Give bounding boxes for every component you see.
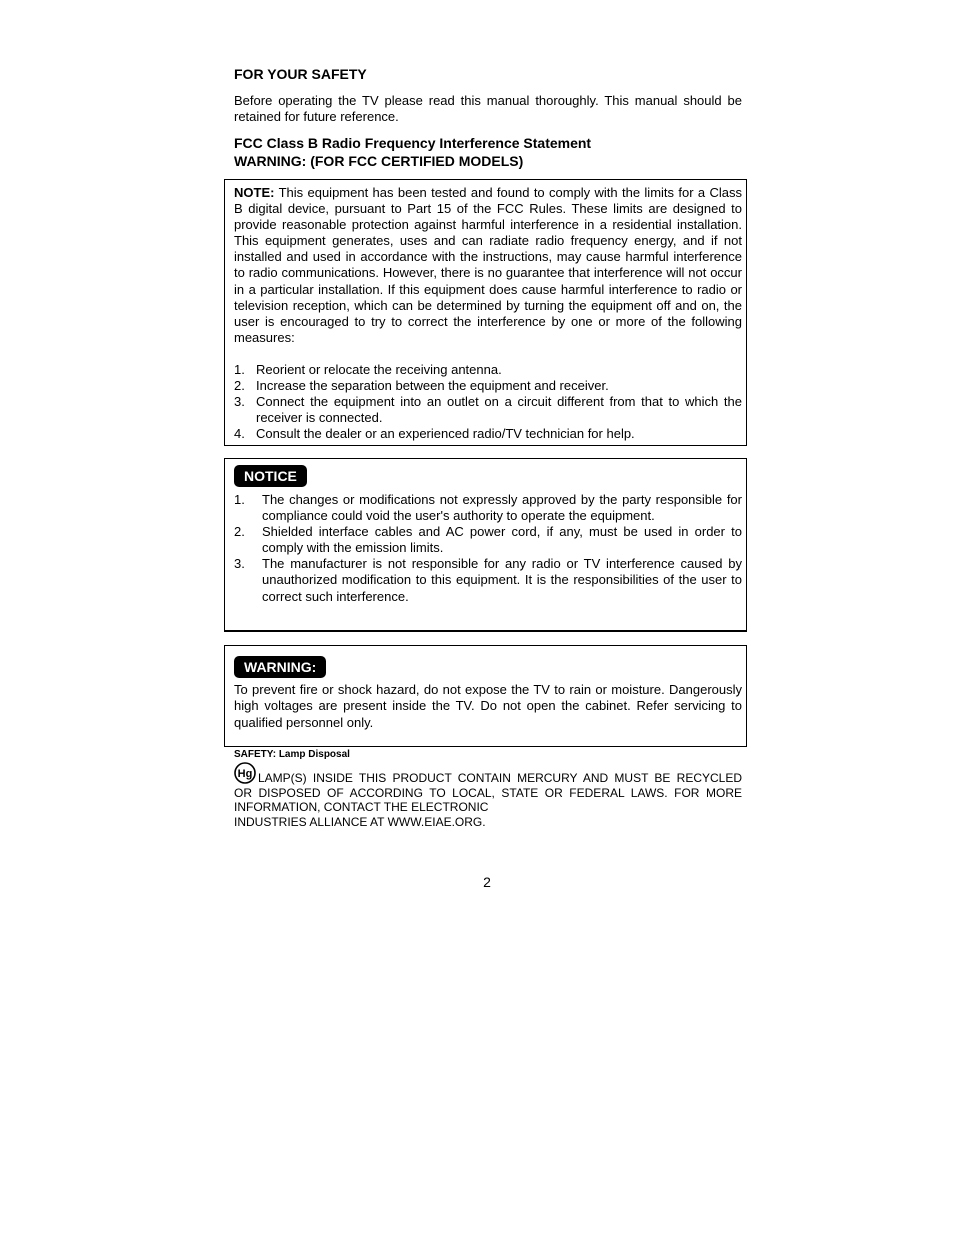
list-item-text: Reorient or relocate the receiving antenna. [256, 362, 502, 377]
list-item [234, 426, 742, 442]
lamp-text-line: OR DISPOSED OF ACCORDING TO LOCAL, STATE OR FEDERAL LAWS. FOR MORE [234, 785, 742, 800]
list-item-number: 2. [234, 378, 245, 394]
list-item-text: The changes or modifications not expressly approved by the party responsible for compliance could void the user's authority to operate the equipment. [262, 492, 742, 524]
list-item [234, 524, 742, 556]
lamp-text-line: INFORMATION, CONTACT THE ELECTRONIC [234, 800, 489, 814]
warning-box [224, 645, 747, 747]
hg-icon-label: Hg [237, 768, 253, 780]
intro-paragraph: Before operating the TV please read this manual thoroughly. This manual should be retained for future reference. [234, 93, 742, 124]
notice-badge: NOTICE [234, 465, 307, 487]
fcc-title-line2: WARNING: (FOR FCC CERTIFIED MODELS) [234, 153, 524, 169]
notice-list [234, 492, 742, 605]
list-item [234, 378, 742, 394]
list-item [234, 362, 742, 378]
fcc-title-line1: FCC Class B Radio Frequency Interference Statement [234, 135, 592, 151]
note-label: NOTE: [234, 185, 275, 200]
page-number: 2 [483, 874, 491, 890]
warning-badge: WARNING: [234, 656, 326, 678]
note-paragraph [234, 185, 742, 346]
list-item [234, 394, 742, 426]
list-item-number: 1. [234, 492, 245, 507]
list-item [234, 492, 742, 524]
lamp-text-line: LAMP(S) INSIDE THIS PRODUCT CONTAIN MERCURY AND MUST BE RECYCLED [258, 771, 742, 785]
lamp-text-line: INDUSTRIES ALLIANCE AT WWW.EIAE.ORG. [234, 814, 486, 829]
list-item [234, 556, 742, 604]
list-item-number: 3. [234, 394, 245, 410]
list-item-number: 4. [234, 426, 245, 442]
list-item-text: The manufacturer is not responsible for any radio or TV interference caused by unauthorized modification to this equipment. It is the responsibilities of the user to correct such interference. [262, 556, 742, 604]
page-heading: FOR YOUR SAFETY [234, 66, 367, 82]
warning-text: To prevent fire or shock hazard, do not expose the TV to rain or moisture. Dangerously high voltages are present inside the TV. Do not open the cabinet. Refer servicing to qualified personnel only. [234, 682, 742, 730]
list-item-number: 2. [234, 524, 245, 540]
note-text: This equipment has been tested and found to comply with the limits for a Class B digital device, pursuant to Part 15 of the FCC Rules. These limits are designed to provide reasonable protection against harmful interference in a residential installation. This equipment generates, uses and can radiate radio frequency energy, and if not installed and used in accordance with the instructions, may cause harmful interference to radio communications. However, there is no guarantee that interference will not occur in a particular installation. If this equipment does cause harmful interference to radio or television reception, which can be determined by turning the equipment off and on, the user is encouraged to try to correct the interference by one or more of the following measures: [234, 185, 742, 345]
list-item-text: Shielded interface cables and AC power cord, if any, must be used in order to comply with the emission limits. [262, 524, 742, 556]
list-item-text: Connect the equipment into an outlet on a circuit different from that to which the receiver is connected. [256, 394, 742, 426]
fcc-note-box [224, 179, 747, 446]
lamp-disposal-text [234, 771, 742, 829]
fcc-heading [234, 134, 591, 170]
list-item-text: Consult the dealer or an experienced radio/TV technician for help. [256, 426, 635, 442]
list-item-number: 3. [234, 556, 245, 572]
measures-list [234, 362, 742, 442]
list-item-text: Increase the separation between the equipment and receiver. [256, 378, 609, 394]
list-item-number: 1. [234, 362, 245, 377]
lamp-disposal-title: SAFETY: Lamp Disposal [234, 749, 350, 760]
notice-box [224, 458, 747, 632]
